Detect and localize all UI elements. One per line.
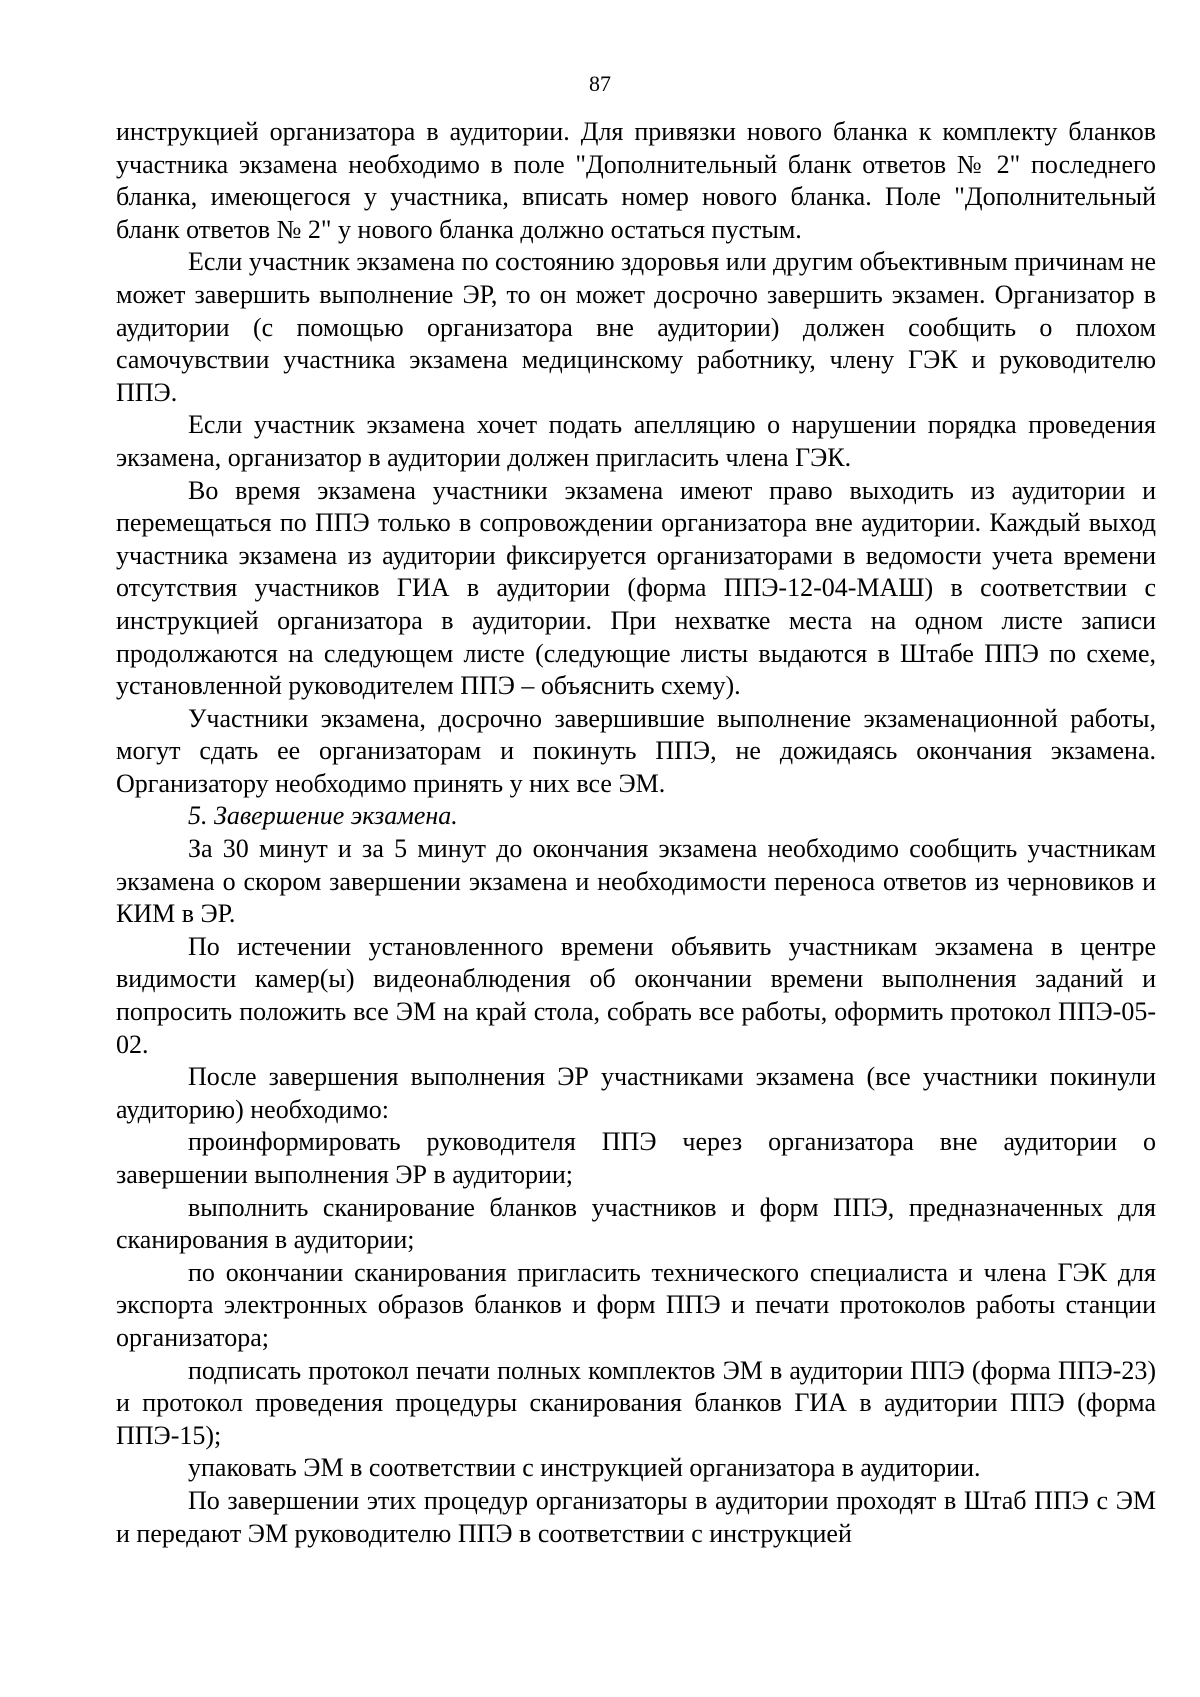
list-item-scan: выполнить сканирование бланков участников и форм ППЭ, предназначенных для сканирования в аудитории; [116, 1192, 1156, 1255]
paragraph-time-over: По истечении установленного времени объявить участникам экзамена в центре видимости камер(ы) видеонаблюдения об окончании времени выполнения заданий и попросить положить все ЭМ на край стола, собрать все работы, оформить протокол ППЭ-05-02. [116, 931, 1156, 1059]
list-item-pack: упаковать ЭМ в соответствии с инструкцией организатора в аудитории. [188, 1453, 981, 1483]
list-item-export: по окончании сканирования пригласить технического специалиста и члена ГЭК для экспорта электронных образов бланков и форм ППЭ и печати протоколов работы станции организатора; [116, 1257, 1156, 1352]
paragraph-time-warning: За 30 минут и за 5 минут до окончания экзамена необходимо сообщить участникам экзамена о скором завершении экзамена и необходимости переноса ответов из черновиков и КИМ в ЭР. [116, 834, 1156, 929]
list-item-sign: подписать протокол печати полных комплектов ЭМ в аудитории ППЭ (форма ППЭ-23) и протокол проведения процедуры сканирования бланков ГИА в аудитории ППЭ (форма ППЭ-15); [116, 1355, 1156, 1450]
paragraph-appeal: Если участник экзамена хочет подать апелляцию о нарушении порядка проведения экзамена, организатор в аудитории должен пригласить члена ГЭК. [116, 410, 1156, 472]
paragraph-early-finish: Если участник экзамена по состоянию здоровья или другим объективным причинам не может завершить выполнение ЭР, то он может досрочно завершить экзамен. Организатор в аудитории (с помощью организатора вне аудитории) должен сообщить о плохом самочувствии участника экзамена медицинскому работнику, члену ГЭК и руководителю ППЭ. [116, 247, 1156, 407]
list-item-inform: проинформировать руководителя ППЭ через организатора вне аудитории о завершении выполнения ЭР в аудитории; [116, 1127, 1156, 1189]
paragraph-continuation: инструкцией организатора в аудитории. Для привязки нового бланка к комплекту бланков участника экзамена необходимо в поле "Дополнительный бланк ответов № 2" последнего бланка, имеющегося у участника, вписать номер нового бланка. Поле "Дополнительный бланк ответов № 2" у нового бланка должно остаться пустым. [116, 117, 1156, 244]
paragraph-handover: По завершении этих процедур организаторы в аудитории проходят в Штаб ППЭ с ЭМ и передают ЭМ руководителю ППЭ в соответствии с инструкцией [116, 1485, 1156, 1548]
paragraph-leaving-room: Во время экзамена участники экзамена имеют право выходить из аудитории и перемещаться по ППЭ только в сопровождении организатора вне аудитории. Каждый выход участника экзамена из аудитории фиксируется организаторами в ведомости учета времени отсутствия участников ГИА в аудитории (форма ППЭ-12-04-МАШ) в соответствии с инструкцией организатора в аудитории. При нехватке места на одном листе записи продолжаются на следующем листе (следующие листы выдаются в Штабе ППЭ по схеме, установленной руководителем ППЭ – объяснить схему). [116, 475, 1156, 701]
body-text [116, 116, 1156, 1550]
paragraph-after-completion: После завершения выполнения ЭР участниками экзамена (все участники покинули аудиторию) необходимо: [116, 1062, 1156, 1124]
paragraph-early-submission: Участники экзамена, досрочно завершившие выполнение экзаменационной работы, могут сдать ее организаторам и покинуть ППЭ, не дожидаясь окончания экзамена. Организатору необходимо принять у них все ЭМ. [116, 703, 1156, 798]
section-heading: 5. Завершение экзамена. [188, 801, 458, 831]
page-number: 87 [589, 71, 611, 96]
